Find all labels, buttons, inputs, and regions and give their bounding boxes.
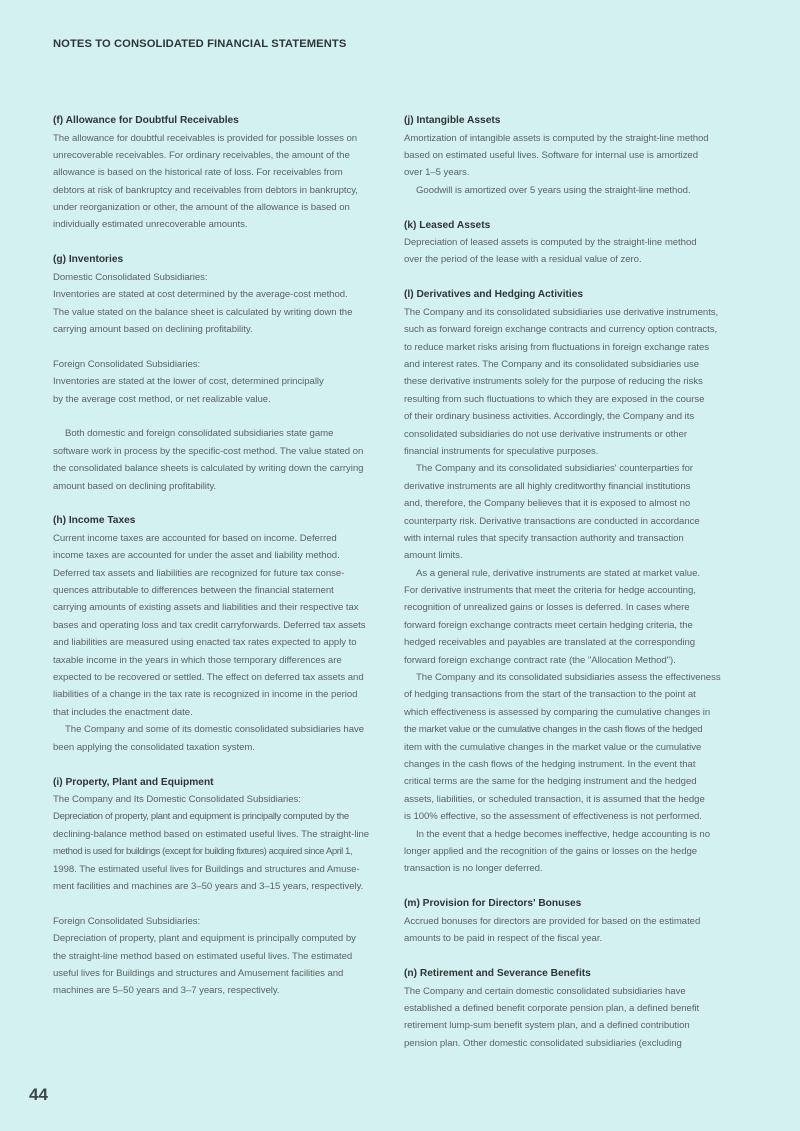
paragraph-line: amounts to be paid in respect of the fiscal year. xyxy=(404,933,603,945)
paragraph-line: Deferred tax assets and liabilities are recognized for future tax conse- xyxy=(53,567,345,579)
paragraph-line: of their ordinary business activities. Accordingly, the Company and its xyxy=(404,411,695,423)
paragraph-line: carrying amounts of existing assets and liabilities and their respective tax xyxy=(53,602,359,614)
paragraph-line: been applying the consolidated taxation system. xyxy=(53,741,255,753)
paragraph-line: hedged receivables and payables are translated at the corresponding xyxy=(404,637,696,649)
page-number: 44 xyxy=(29,1085,48,1104)
paragraph-line: established a defined benefit corporate pension plan, a defined benefit xyxy=(404,1002,700,1014)
paragraph-line: critical terms are the same for the hedging instrument and the hedged xyxy=(404,776,697,788)
paragraph-line: Depreciation of leased assets is computed by the straight-line method xyxy=(404,237,697,249)
paragraph-line: carrying amount based on declining profitability. xyxy=(53,324,253,336)
paragraph-line: these derivative instruments solely for the purpose of reducing the risks xyxy=(404,376,703,388)
section-leased-assets xyxy=(404,217,734,269)
paragraph-line: software work in process by the specific-cost method. The value stated on xyxy=(53,445,364,457)
paragraph-line: is 100% effective, so the assessment of effectiveness is not performed. xyxy=(404,811,702,823)
paragraph-line: the consolidated balance sheets is calculated by writing down the carrying xyxy=(53,463,364,475)
paragraph-line: counterparty risk. Derivative transactions are conducted in accordance xyxy=(404,515,700,527)
paragraph-line: bases and operating loss and tax credit carryforwards. Deferred tax assets xyxy=(53,619,366,631)
section-title: (n) Retirement and Severance Benefits xyxy=(404,968,591,980)
paragraph-line: The Company and its consolidated subsidiaries use derivative instruments, xyxy=(404,306,719,318)
paragraph-line: longer applied and the recognition of the gains or losses on the hedge xyxy=(404,845,698,857)
section-title: (g) Inventories xyxy=(53,254,124,266)
paragraph-line: The Company and certain domestic consolidated subsidiaries have xyxy=(404,985,686,997)
paragraph-line: The Company and some of its domestic consolidated subsidiaries have xyxy=(65,724,365,736)
section-title: (m) Provision for Directors' Bonuses xyxy=(404,898,582,910)
paragraph-line: forward foreign exchange contracts meet certain hedging criteria, the xyxy=(404,619,693,631)
paragraph-line: recognition of unrealized gains or losses is deferred. In cases where xyxy=(404,602,690,614)
paragraph-line: The allowance for doubtful receivables is provided for possible losses on xyxy=(53,132,358,144)
section-title: (i) Property, Plant and Equipment xyxy=(53,776,214,788)
section-title: (h) Income Taxes xyxy=(53,515,136,527)
paragraph-line: that includes the enactment date. xyxy=(53,706,193,718)
paragraph-line: to reduce market risks arising from fluctuations in foreign exchange rates xyxy=(404,341,710,353)
paragraph-line: Depreciation of property, plant and equipment is principally computed by the xyxy=(53,811,349,823)
paragraph-line: pension plan. Other domestic consolidated subsidiaries (excluding xyxy=(404,1037,682,1049)
paragraph-line: Current income taxes are accounted for based on income. Deferred xyxy=(53,532,337,544)
paragraph-line: forward foreign exchange contract rate (the "Allocation Method"). xyxy=(404,654,676,666)
paragraph-line: individually estimated unrecoverable amounts. xyxy=(53,219,248,231)
section-retirement-severance xyxy=(404,965,734,1052)
paragraph-line: and interest rates. The Company and its consolidated subsidiaries use xyxy=(404,359,700,371)
paragraph-line: based on estimated useful lives. Software for internal use is amortized xyxy=(404,149,699,161)
paragraph-line: quences attributable to differences between the financial statement xyxy=(53,585,334,597)
paragraph-line: ment facilities and machines are 3–50 years and 3–15 years, respectively. xyxy=(53,880,364,892)
paragraph-line: expected to be recovered or settled. The effect on deferred tax assets and xyxy=(53,672,364,684)
section-derivatives-hedging xyxy=(404,286,734,877)
paragraph-line: and liabilities are measured using enacted tax rates expected to apply to xyxy=(53,637,357,649)
paragraph-line: such as forward foreign exchange contracts and currency option contracts, xyxy=(404,324,718,336)
subheading-domestic: The Company and Its Domestic Consolidated Subsidiaries: xyxy=(53,794,301,805)
paragraph-line: by the average cost method, or net realizable value. xyxy=(53,393,271,405)
paragraph-line: amount based on declining profitability. xyxy=(53,480,217,492)
paragraph-line: retirement lump-sum benefit system plan, and a defined contribution xyxy=(404,1020,690,1032)
paragraph-line: debtors at risk of bankruptcy and receivables from debtors in bankruptcy, xyxy=(53,184,358,196)
paragraph-line: unrecoverable receivables. For ordinary receivables, the amount of the xyxy=(53,149,350,161)
section-income-taxes xyxy=(53,512,373,756)
paragraph-line: over 1–5 years. xyxy=(404,167,470,179)
running-head: NOTES TO CONSOLIDATED FINANCIAL STATEMENTS xyxy=(53,38,347,50)
paragraph-line: Accrued bonuses for directors are provided for based on the estimated xyxy=(404,915,701,927)
paragraph-line: item with the cumulative changes in the market value or the cumulative xyxy=(404,741,702,753)
section-title: (f) Allowance for Doubtful Receivables xyxy=(53,115,239,126)
paragraph-line: assets, liabilities, or scheduled transaction, it is assumed that the hedge xyxy=(404,793,705,805)
section-title: (k) Leased Assets xyxy=(404,219,491,231)
paragraph-line: Depreciation of property, plant and equipment is principally computed by xyxy=(53,933,356,945)
paragraph-line: method is used for buildings (except for building fixtures) acquired since April 1, xyxy=(53,846,353,858)
paragraph-line: The Company and its consolidated subsidiaries' counterparties for xyxy=(416,463,693,475)
paragraph-line: and, therefore, the Company believes that it is exposed to almost no xyxy=(404,498,691,510)
paragraph-line: the straight-line method based on estimated useful lives. The estimated xyxy=(53,950,353,962)
section-title: (l) Derivatives and Hedging Activities xyxy=(404,289,584,301)
paragraph-line: The Company and its consolidated subsidiaries assess the effectiveness xyxy=(416,672,721,684)
paragraph-line: The value stated on the balance sheet is calculated by writing down the xyxy=(53,306,353,318)
paragraph-line: under reorganization or other, the amount of the allowance is based on xyxy=(53,202,350,214)
paragraph-line: which effectiveness is assessed by comparing the cumulative changes in xyxy=(404,706,711,718)
paragraph-line: Amortization of intangible assets is computed by the straight-line method xyxy=(404,132,709,144)
spacer xyxy=(53,895,373,912)
paragraph-line: over the period of the lease with a residual value of zero. xyxy=(404,254,642,266)
paragraph-line: financial instruments for speculative purposes. xyxy=(404,445,599,457)
paragraph-line: derivative instruments are all highly creditworthy financial institutions xyxy=(404,480,691,492)
paragraph-line: resulting from such fluctuations to which they are exposed in the course xyxy=(404,393,705,405)
paragraph-line: machines are 5–50 years and 3–7 years, respectively. xyxy=(53,985,280,997)
paragraph-line: transaction is no longer deferred. xyxy=(404,863,543,875)
paragraph-line: with internal rules that specify transaction authority and transaction xyxy=(404,532,684,544)
paragraph-line: As a general rule, derivative instruments are stated at market value. xyxy=(416,567,700,579)
spacer xyxy=(53,338,373,355)
subheading-foreign: Foreign Consolidated Subsidiaries: xyxy=(53,915,201,927)
paragraph-line: consolidated subsidiaries do not use derivative instruments or other xyxy=(404,428,687,440)
paragraph-line: the market value or the cumulative changes in the cash flows of the hedged xyxy=(404,724,703,736)
paragraph-line: liabilities of a change in the tax rate is recognized in income in the period xyxy=(53,689,358,701)
section-intangible-assets xyxy=(404,112,734,199)
paragraph-line: Inventories are stated at cost determined by the average-cost method. xyxy=(53,289,348,301)
paragraph-line: In the event that a hedge becomes ineffective, hedge accounting is no xyxy=(416,828,710,840)
paragraph-line: For derivative instruments that meet the criteria for hedge accounting, xyxy=(404,585,696,597)
section-inventories xyxy=(53,251,373,495)
paragraph-line: taxable income in the years in which those temporary differences are xyxy=(53,654,342,666)
paragraph-line: changes in the cash flows of the hedging instrument. In the event that xyxy=(404,759,696,770)
left-column xyxy=(53,112,373,1017)
paragraph-line: amount limits. xyxy=(404,550,463,562)
subheading-domestic: Domestic Consolidated Subsidiaries: xyxy=(53,271,208,283)
section-allowance-doubtful-receivables xyxy=(53,112,373,234)
paragraph-line: Goodwill is amortized over 5 years using the straight-line method. xyxy=(416,184,691,196)
paragraph-line: Inventories are stated at the lower of cost, determined principally xyxy=(53,376,324,388)
paragraph-line: allowance is based on the historical rate of loss. For receivables from xyxy=(53,167,343,179)
right-column xyxy=(404,112,734,1070)
paragraph-line: of hedging transactions from the start of the transaction to the point at xyxy=(404,689,696,701)
paragraph-line: 1998. The estimated useful lives for Buildings and structures and Amuse- xyxy=(53,863,360,875)
section-property-plant-equipment xyxy=(53,774,373,1000)
section-directors-bonuses xyxy=(404,895,734,947)
paragraph-line: useful lives for Buildings and structures and Amusement facilities and xyxy=(53,967,344,979)
spacer xyxy=(53,408,373,425)
paragraph-line: declining-balance method based on estimated useful lives. The straight-line xyxy=(53,828,370,840)
paragraph-line: income taxes are accounted for under the asset and liability method. xyxy=(53,550,340,562)
paragraph-line: Both domestic and foreign consolidated subsidiaries state game xyxy=(65,428,334,440)
subheading-foreign: Foreign Consolidated Subsidiaries: xyxy=(53,358,201,370)
section-title: (j) Intangible Assets xyxy=(404,115,501,126)
